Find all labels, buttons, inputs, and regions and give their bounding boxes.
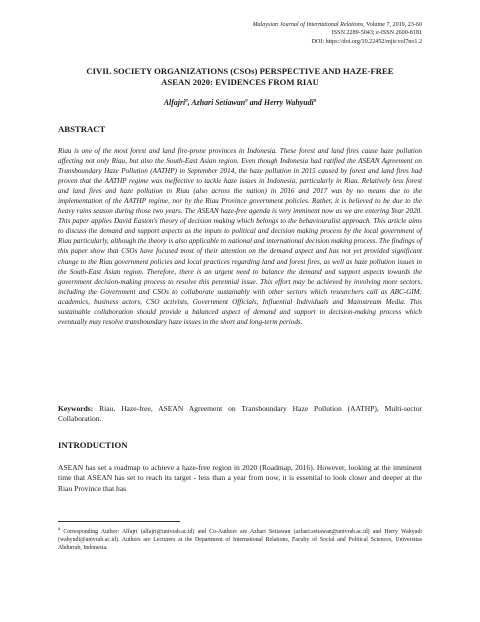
abstract-heading: ABSTRACT <box>58 124 106 134</box>
author-list <box>62 98 418 107</box>
journal-issn: ISSN 2289-5043; e-ISSN 2600-8181 <box>331 30 422 37</box>
footnote-divider <box>58 521 180 522</box>
author-3: and Herry Wahyudi <box>247 98 314 107</box>
author-1-affiliation: a <box>185 98 188 104</box>
introduction-heading: INTRODUCTION <box>58 440 128 450</box>
journal-volume: , Volume 7, 2019, 23-60 <box>363 22 422 28</box>
author-2-affiliation: a <box>245 98 248 104</box>
author-2: , Azhari Setiawan <box>187 98 246 107</box>
author-1: Alfajri <box>163 98 186 107</box>
author-3-affiliation: a <box>313 98 317 104</box>
journal-citation <box>252 21 422 29</box>
keywords-list: Riau, Haze-free, ASEAN Agreement on Transboundary Haze Pollution (AATHP), Multi-sector Collaboration. <box>58 404 422 424</box>
introduction-body: ASEAN has set a roadmap to achieve a haze-free region in 2020 (Roadmap, 2016). However, looking at the imminent time that ASEAN has set to reach its target - less than a year from now, it is essential to look closer and deeper at the Riau Province that has <box>58 463 422 493</box>
footnote <box>58 526 422 552</box>
footnote-mark: a <box>58 527 61 532</box>
journal-doi: DOI: https://doi.org/10.22452/mjir.vol7no1.2 <box>311 38 422 45</box>
journal-header <box>252 21 422 46</box>
paper-title <box>62 66 418 87</box>
keywords-label: Keywords: <box>58 404 94 413</box>
paper-title-line-1: CIVIL SOCIETY ORGANIZATIONS (CSOs) PERSPECTIVE AND HAZE-FREE <box>86 66 394 76</box>
keywords-paragraph <box>58 404 422 425</box>
footnote-text: Corresponding Author: Alfajri (alfajri@univrab.ac.id) and Co-Authors are Azhari Setiawan (azhari.setiawan@univrab.ac.id) and Herry Wahyudi (wahyudi@univrab.ac.id). Authors are Lecturers at the Department of International Relations, Faculty of Social and Political Sciences, Universitas Abdurrab, Indonesia. <box>58 528 422 551</box>
abstract-body: Riau is one of the most forest and land fire-prone provinces in Indonesia. These forest and land fires cause haze pollution affecting not only Riau, but also the South-East Asian region. Even though Indonesia had ratified the ASEAN Agreement on Transboundary Haze Pollution (AATHP) in September 2014, the haze pollution in 2015 caused by forest and land fires had proven that the AATHP regime was ineffective to tackle haze issues in Indonesia, particularly in Riau. Relatively less forest and land fires and haze pollution in Riau (also across the nation) in 2016 and 2017 was by no means due to the implementation of the AATHP regime, nor by the Riau Province government policies. Rather, it is believed to be due to the heavy rains season during those two years. The ASEAN haze-free agenda is very imminent now as we are entering Year 2020. This paper applies David Easton's theory of decision making which belongs to the behaviouralist approach. This article aims to discuss the demand and support aspects as the inputs to political and decision making process by the local government of Riau particularly, although the theory is also applicable to national and international decision making process. The findings of this paper show that CSOs have focused most of their attention on the demand aspect and has not yet provided significant change to the Riau government policies and local practices regarding land and forest fires, as well as haze pollution issues in the South-East Asian region. Therefore, there is an urgent need to balance the demand and support aspects towards the government decision-making process to resolve this perennial issue. This effort may be achieved by involving more sectors, including the Government and CSOs to collaborate sustainably with other sectors which researchers call as ABC-GIM: academics, business actors, CSO activists, Government Officials, Influential Individuals and Mainstream Media. This sustainable collaboration should provide a balanced aspect of demand and support in decision-making process which eventually may resolve transboundary haze issues in the short and long-term periods. <box>58 147 422 326</box>
journal-name: Malaysian Journal of International Relations <box>252 22 364 28</box>
paper-title-line-2: ASEAN 2020: EVIDENCES FROM RIAU <box>161 76 319 87</box>
